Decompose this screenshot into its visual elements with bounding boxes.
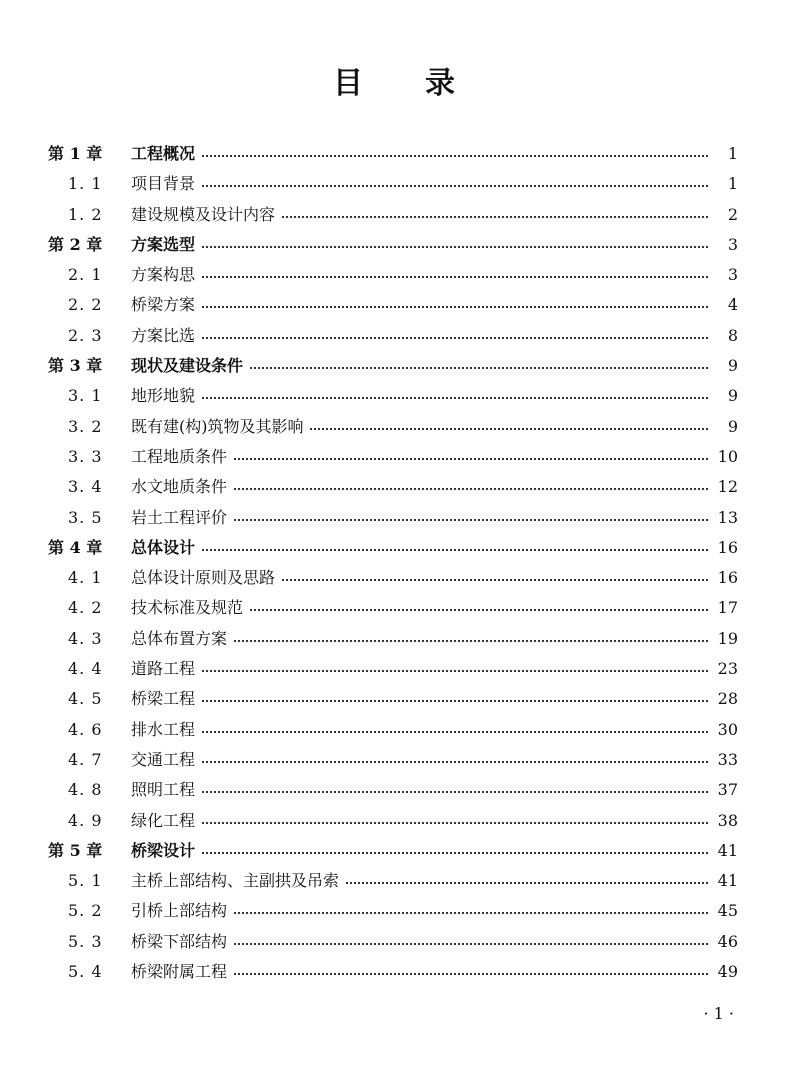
toc-entry-number: 4. 1 — [68, 568, 103, 588]
toc-entry-number: 4. 5 — [68, 689, 103, 709]
toc-chapter-entry — [0, 351, 790, 381]
toc-section-entry — [0, 169, 790, 199]
toc-entry-page: 28 — [708, 684, 738, 714]
toc-section-entry — [0, 200, 790, 230]
toc-dot-leader — [131, 155, 720, 157]
toc-entry-number: 3. 4 — [68, 477, 103, 497]
toc-section-entry — [0, 290, 790, 320]
toc-entry-title: 技术标准及规范 — [131, 593, 249, 623]
toc-entry-number: 5. 2 — [68, 901, 103, 921]
toc-entry-number: 第 5 章 — [48, 840, 103, 860]
toc-entry-page: 10 — [708, 442, 738, 472]
toc-dot-leader — [131, 791, 720, 793]
toc-section-entry — [0, 775, 790, 805]
toc-dot-leader — [131, 246, 720, 248]
toc-entry-number: 4. 2 — [68, 598, 103, 618]
toc-section-entry — [0, 715, 790, 745]
toc-dot-leader — [131, 276, 720, 278]
toc-section-entry — [0, 321, 790, 351]
toc-dot-leader — [131, 549, 720, 551]
toc-entry-page: 19 — [708, 624, 738, 654]
toc-entry-title: 桥梁工程 — [131, 684, 201, 714]
toc-dot-leader — [131, 731, 720, 733]
toc-entry-number: 2. 1 — [68, 265, 103, 285]
toc-section-entry — [0, 624, 790, 654]
toc-entry-page: 46 — [708, 927, 738, 957]
toc-entry-page: 4 — [708, 290, 738, 320]
toc-dot-leader — [131, 822, 720, 824]
page-title-part2: 录 — [425, 66, 457, 101]
toc-entry-page: 17 — [708, 593, 738, 623]
toc-dot-leader — [131, 337, 720, 339]
toc-entry-title: 照明工程 — [131, 775, 201, 805]
toc-section-entry — [0, 806, 790, 836]
toc-entry-page: 16 — [708, 533, 738, 563]
toc-chapter-entry — [0, 230, 790, 260]
toc-entry-title: 总体设计原则及思路 — [131, 563, 281, 593]
toc-entry-number: 3. 2 — [68, 416, 103, 436]
toc-entry-title: 工程概况 — [131, 139, 201, 169]
toc-entry-number: 3. 1 — [68, 386, 103, 406]
toc-entry-title: 桥梁方案 — [131, 290, 201, 320]
toc-entry-title: 水文地质条件 — [131, 472, 233, 502]
toc-section-entry — [0, 381, 790, 411]
toc-entry-page: 13 — [708, 503, 738, 533]
toc-entry-title: 桥梁附属工程 — [131, 957, 233, 987]
toc-section-entry — [0, 260, 790, 290]
toc-entry-title: 道路工程 — [131, 654, 201, 684]
page-number-footer: · 1 · — [703, 1004, 734, 1023]
toc-entry-page: 41 — [708, 866, 738, 896]
toc-section-entry — [0, 654, 790, 684]
toc-entry-page: 37 — [708, 775, 738, 805]
toc-dot-leader — [131, 306, 720, 308]
toc-section-entry — [0, 866, 790, 896]
toc-entry-title: 项目背景 — [131, 169, 201, 199]
toc-chapter-entry — [0, 533, 790, 563]
page-title — [0, 58, 790, 102]
toc-entry-title: 方案比选 — [131, 321, 201, 351]
toc-entry-page: 38 — [708, 806, 738, 836]
toc-section-entry — [0, 472, 790, 502]
toc-entry-number: 1. 1 — [68, 174, 103, 194]
toc-entry-page: 12 — [708, 472, 738, 502]
toc-section-entry — [0, 412, 790, 442]
toc-entry-title: 方案选型 — [131, 230, 201, 260]
toc-entry-page: 41 — [708, 836, 738, 866]
toc-entry-number: 4. 3 — [68, 628, 103, 648]
toc-section-entry — [0, 684, 790, 714]
toc-dot-leader — [131, 670, 720, 672]
page-title-part1: 目 — [333, 66, 365, 101]
toc-entry-number: 3. 3 — [68, 446, 103, 466]
toc-dot-leader — [131, 852, 720, 854]
toc-entry-title: 方案构思 — [131, 260, 201, 290]
toc-entry-number: 第 1 章 — [48, 144, 103, 163]
toc-entry-page: 9 — [708, 381, 738, 411]
table-of-contents — [0, 139, 790, 987]
toc-entry-title: 现状及建设条件 — [131, 351, 249, 381]
toc-entry-page: 3 — [708, 230, 738, 260]
toc-entry-title: 引桥上部结构 — [131, 896, 233, 926]
toc-entry-title: 总体设计 — [131, 533, 201, 563]
toc-dot-leader — [131, 761, 720, 763]
toc-entry-page: 16 — [708, 563, 738, 593]
toc-section-entry — [0, 927, 790, 957]
toc-entry-number: 4. 8 — [68, 780, 103, 800]
toc-entry-number: 3. 5 — [68, 507, 103, 527]
toc-entry-number: 第 2 章 — [48, 234, 103, 254]
toc-dot-leader — [131, 397, 720, 399]
toc-entry-number: 2. 2 — [68, 295, 103, 315]
toc-section-entry — [0, 563, 790, 593]
toc-entry-page: 2 — [708, 200, 738, 230]
toc-chapter-entry — [0, 836, 790, 866]
toc-entry-number: 5. 4 — [68, 962, 103, 982]
toc-entry-title: 工程地质条件 — [131, 442, 233, 472]
toc-entry-title: 岩土工程评价 — [131, 503, 233, 533]
toc-entry-number: 4. 9 — [68, 810, 103, 830]
toc-entry-number: 2. 3 — [68, 325, 103, 345]
toc-entry-number: 第 3 章 — [48, 356, 103, 376]
toc-entry-title: 交通工程 — [131, 745, 201, 775]
toc-section-entry — [0, 896, 790, 926]
toc-entry-number: 5. 1 — [68, 871, 103, 891]
toc-section-entry — [0, 442, 790, 472]
toc-entry-title: 主桥上部结构、主副拱及吊索 — [131, 866, 345, 896]
toc-entry-page: 30 — [708, 715, 738, 745]
toc-entry-number: 4. 7 — [68, 749, 103, 769]
toc-entry-page: 9 — [708, 351, 738, 381]
toc-entry-title: 地形地貌 — [131, 381, 201, 411]
toc-entry-title: 既有建(构)筑物及其影响 — [131, 412, 310, 442]
toc-entry-page: 8 — [708, 321, 738, 351]
toc-entry-number: 4. 6 — [68, 719, 103, 739]
toc-entry-number: 第 4 章 — [48, 537, 103, 557]
toc-entry-page: 9 — [708, 412, 738, 442]
toc-entry-title: 排水工程 — [131, 715, 201, 745]
toc-entry-title: 总体布置方案 — [131, 624, 233, 654]
toc-entry-page: 33 — [708, 745, 738, 775]
toc-entry-number: 1. 2 — [68, 204, 103, 224]
toc-dot-leader — [131, 700, 720, 702]
toc-entry-title: 桥梁设计 — [131, 836, 201, 866]
toc-entry-title: 桥梁下部结构 — [131, 927, 233, 957]
toc-entry-page: 1 — [708, 169, 738, 199]
toc-chapter-entry — [0, 139, 790, 169]
toc-entry-page: 49 — [708, 957, 738, 987]
toc-dot-leader — [131, 185, 720, 187]
toc-section-entry — [0, 593, 790, 623]
toc-entry-title: 建设规模及设计内容 — [131, 200, 281, 230]
toc-section-entry — [0, 503, 790, 533]
toc-entry-number: 4. 4 — [68, 659, 103, 679]
toc-entry-page: 3 — [708, 260, 738, 290]
toc-section-entry — [0, 745, 790, 775]
toc-entry-page: 1 — [708, 139, 738, 169]
toc-section-entry — [0, 957, 790, 987]
toc-entry-number: 5. 3 — [68, 931, 103, 951]
toc-entry-page: 45 — [708, 896, 738, 926]
toc-entry-page: 23 — [708, 654, 738, 684]
toc-entry-title: 绿化工程 — [131, 806, 201, 836]
